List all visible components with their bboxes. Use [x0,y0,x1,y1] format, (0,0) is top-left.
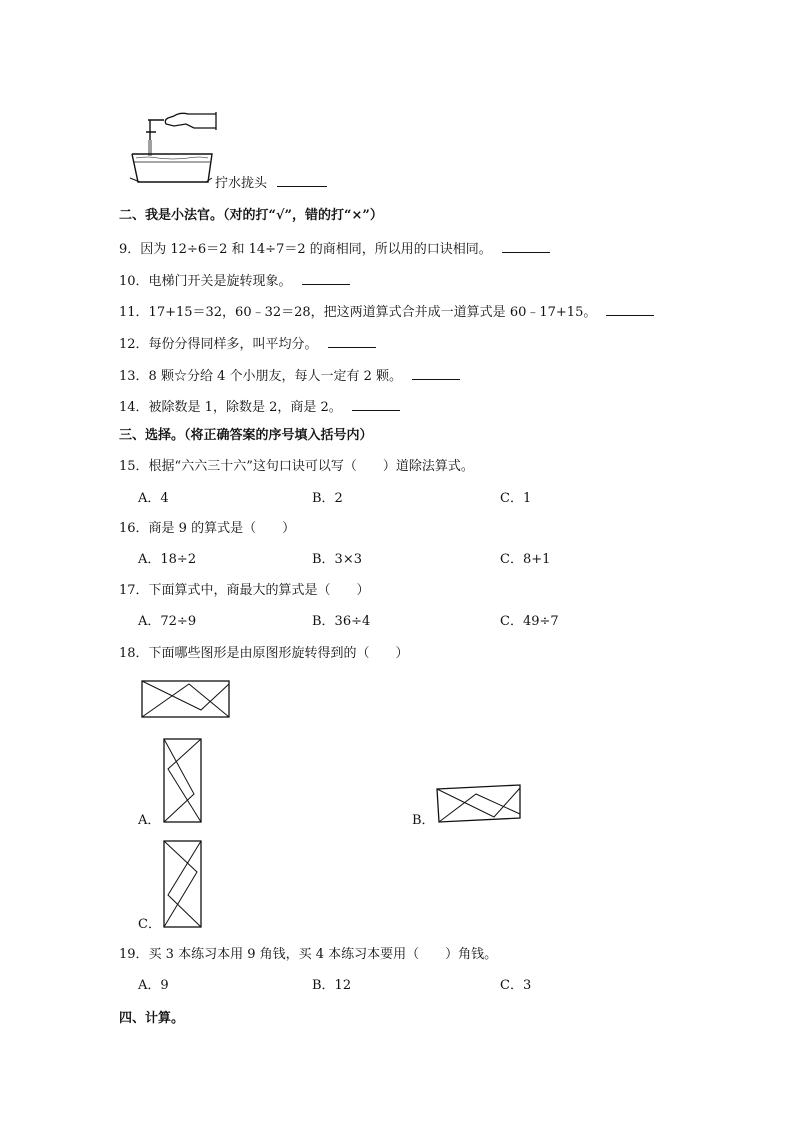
question-11 [119,301,654,322]
question-19-option-b[interactable]: B．12 [312,978,352,993]
question-19-option-c[interactable]: C．3 [500,978,532,993]
question-15-option-c[interactable]: C．1 [500,491,532,506]
answer-blank[interactable] [412,365,460,380]
question-16-option-c[interactable]: C．8+1 [500,552,551,567]
question-16-option-a[interactable]: A．18÷2 [138,552,197,567]
question-14 [119,396,400,417]
faucet-basin-illustration [128,104,228,188]
answer-blank[interactable] [328,333,376,348]
option-b-rectangle-figure[interactable] [436,784,522,824]
option-a-rectangle-figure[interactable] [163,738,203,824]
question-17-option-a[interactable]: A．72÷9 [138,614,197,629]
section-4-heading: 四、计算。 [119,1011,185,1026]
question-14-text: 14．被除数是 1，除数是 2，商是 2。 [119,400,342,415]
answer-blank[interactable] [352,396,400,411]
question-18-option-c[interactable]: C． [138,917,161,932]
question-17-option-c[interactable]: C．49÷7 [500,614,559,629]
original-rectangle-figure [141,680,231,718]
question-15-option-a[interactable]: A．4 [138,491,169,506]
section-3-heading: 三、选择。（将正确答案的序号填入括号内） [119,428,373,443]
section-2-heading: 二、我是小法官。（对的打“√”，错的打“×”） [119,208,383,223]
question-11-text: 11．17+15＝32，60﹣32＝28，把这两道算式合并成一道算式是 60﹣17+15。 [119,305,597,320]
option-c-rectangle-figure[interactable] [163,840,203,930]
question-9 [119,238,550,259]
question-13 [119,365,460,386]
question-16-stem: 16．商是 9 的算式是（ ） [119,521,296,536]
answer-blank[interactable] [277,172,327,187]
question-19-stem: 19．买 3 本练习本用 9 角钱，买 4 本练习本要用（ ）角钱。 [119,947,498,962]
question-12 [119,333,376,354]
question-13-text: 13．8 颗☆分给 4 个小朋友，每人一定有 2 颗。 [119,369,403,384]
question-18-stem: 18．下面哪些图形是由原图形旋转得到的（ ） [119,646,409,661]
question-9-text: 9．因为 12÷6＝2 和 14÷7＝2 的商相同，所以用的口诀相同。 [119,242,492,257]
question-12-text: 12．每份分得同样多，叫平均分。 [119,337,318,352]
question-19-option-a[interactable]: A．9 [138,978,169,993]
answer-blank[interactable] [302,270,350,285]
question-18-option-b[interactable]: B． [412,813,435,828]
faucet-question [215,172,327,191]
question-15-stem: 15．根据“六六三十六”这句口诀可以写（ ）道除法算式。 [119,459,474,474]
question-10-text: 10．电梯门开关是旋转现象。 [119,274,292,289]
question-16-option-b[interactable]: B．3×3 [312,552,362,567]
question-17-stem: 17．下面算式中，商最大的算式是（ ） [119,583,370,598]
question-17-option-b[interactable]: B．36÷4 [312,614,371,629]
question-15-option-b[interactable]: B．2 [312,491,343,506]
answer-blank[interactable] [502,238,550,253]
question-18-option-a[interactable]: A． [138,813,161,828]
answer-blank[interactable] [606,301,654,316]
faucet-label: 拧水拢头 [215,176,268,191]
question-10 [119,270,350,291]
